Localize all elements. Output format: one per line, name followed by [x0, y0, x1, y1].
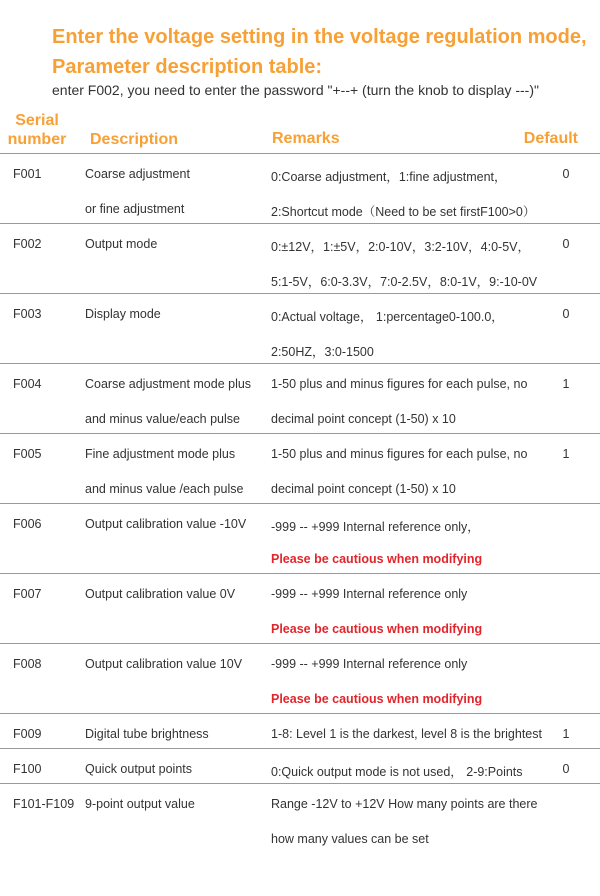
cell-remarks-cont: how many values can be set — [271, 832, 429, 846]
cell-description: Coarse adjustment — [85, 167, 190, 181]
header-serial — [0, 111, 74, 149]
table-row — [0, 364, 600, 434]
caution-warning: Please be cautious when modifying — [271, 552, 483, 566]
header-serial-line-2: number — [7, 131, 67, 148]
cell-remarks-cont: decimal point concept (1-50) x 10 — [271, 412, 456, 426]
cell-serial: F003 — [13, 307, 42, 321]
cell-serial: F008 — [13, 657, 42, 671]
caution-warning: Please be cautious when modifying — [271, 692, 483, 706]
table-row — [0, 504, 600, 574]
cell-description: Output calibration value 0V — [85, 587, 236, 601]
cell-remarks-cont: 5:1-5V，6:0-3.3V，7:0-2.5V，8:0-1V，9:-10-0V — [271, 275, 538, 289]
table-row — [0, 784, 600, 853]
cell-remarks: 1-8: Level 1 is the darkest, level 8 is the brightest — [271, 727, 542, 741]
header-serial-line-1: Serial — [15, 112, 59, 129]
cell-default: 0 — [562, 307, 570, 321]
page-title — [52, 22, 587, 82]
cell-remarks: 0:Actual voltage， 1:percentage0-100.0， — [271, 310, 504, 324]
cell-remarks: -999 -- +999 Internal reference only — [271, 657, 468, 671]
table-row — [0, 749, 600, 784]
title-line-2: Parameter description table: — [52, 56, 323, 78]
cell-serial: F005 — [13, 447, 42, 461]
cell-description: Quick output points — [85, 762, 193, 776]
cell-description-cont: and minus value /each pulse — [85, 482, 244, 496]
cell-description-cont: or fine adjustment — [85, 202, 185, 216]
header-default: Default — [523, 130, 578, 147]
table-row — [0, 574, 600, 644]
cell-description: Output calibration value -10V — [85, 517, 247, 531]
header-description: Description — [90, 131, 179, 148]
table-row — [0, 434, 600, 504]
cell-serial: F007 — [13, 587, 42, 601]
cell-serial: F001 — [13, 167, 42, 181]
cell-remarks: 0:Coarse adjustment，1:fine adjustment， — [271, 170, 507, 184]
cell-description-cont: and minus value/each pulse — [85, 412, 240, 426]
table-row — [0, 644, 600, 714]
cell-default: 0 — [562, 237, 570, 251]
cell-remarks: 0:±12V，1:±5V，2:0-10V，3:2-10V，4:0-5V， — [271, 240, 530, 254]
cell-description: Display mode — [85, 307, 161, 321]
cell-serial: F101-F109 — [13, 797, 75, 811]
cell-default: 1 — [562, 727, 570, 741]
table-row — [0, 224, 600, 294]
cell-description: Fine adjustment mode plus — [85, 447, 236, 461]
table-row — [0, 714, 600, 749]
cell-remarks-cont: 2:50HZ，3:0-1500 — [271, 345, 374, 359]
cell-description: Coarse adjustment mode plus — [85, 377, 252, 391]
cell-remarks-cont: decimal point concept (1-50) x 10 — [271, 482, 456, 496]
cell-remarks: 0:Quick output mode is not used， 2-9:Points — [271, 765, 523, 779]
title-line-1: Enter the voltage setting in the voltage regulation mode, — [52, 26, 587, 48]
cell-description: Output mode — [85, 237, 158, 251]
parameter-table — [0, 154, 600, 853]
cell-serial: F004 — [13, 377, 42, 391]
header-remarks: Remarks — [272, 130, 340, 147]
table-row — [0, 154, 600, 224]
cell-default: 0 — [562, 167, 570, 181]
cell-remarks: Range -12V to +12V How many points are there — [271, 797, 538, 811]
cell-remarks: 1-50 plus and minus figures for each pulse, no — [271, 377, 528, 391]
cell-remarks: -999 -- +999 Internal reference only， — [271, 520, 480, 534]
cell-serial: F100 — [13, 762, 42, 776]
cell-serial: F006 — [13, 517, 42, 531]
caution-warning: Please be cautious when modifying — [271, 622, 483, 636]
cell-description: Digital tube brightness — [85, 727, 209, 741]
cell-description: Output calibration value 10V — [85, 657, 243, 671]
password-note: enter F002, you need to enter the password "+--+ (turn the knob to display ---)" — [52, 82, 539, 98]
cell-description: 9-point output value — [85, 797, 195, 811]
cell-default: 1 — [562, 377, 570, 391]
table-header — [0, 111, 600, 154]
cell-serial: F009 — [13, 727, 42, 741]
table-row — [0, 294, 600, 364]
cell-serial: F002 — [13, 237, 42, 251]
cell-default: 0 — [562, 762, 570, 776]
cell-remarks-cont: 2:Shortcut mode（Need to be set firstF100>0） — [271, 205, 536, 219]
cell-remarks: -999 -- +999 Internal reference only — [271, 587, 468, 601]
cell-default: 1 — [562, 447, 570, 461]
cell-remarks: 1-50 plus and minus figures for each pulse, no — [271, 447, 528, 461]
